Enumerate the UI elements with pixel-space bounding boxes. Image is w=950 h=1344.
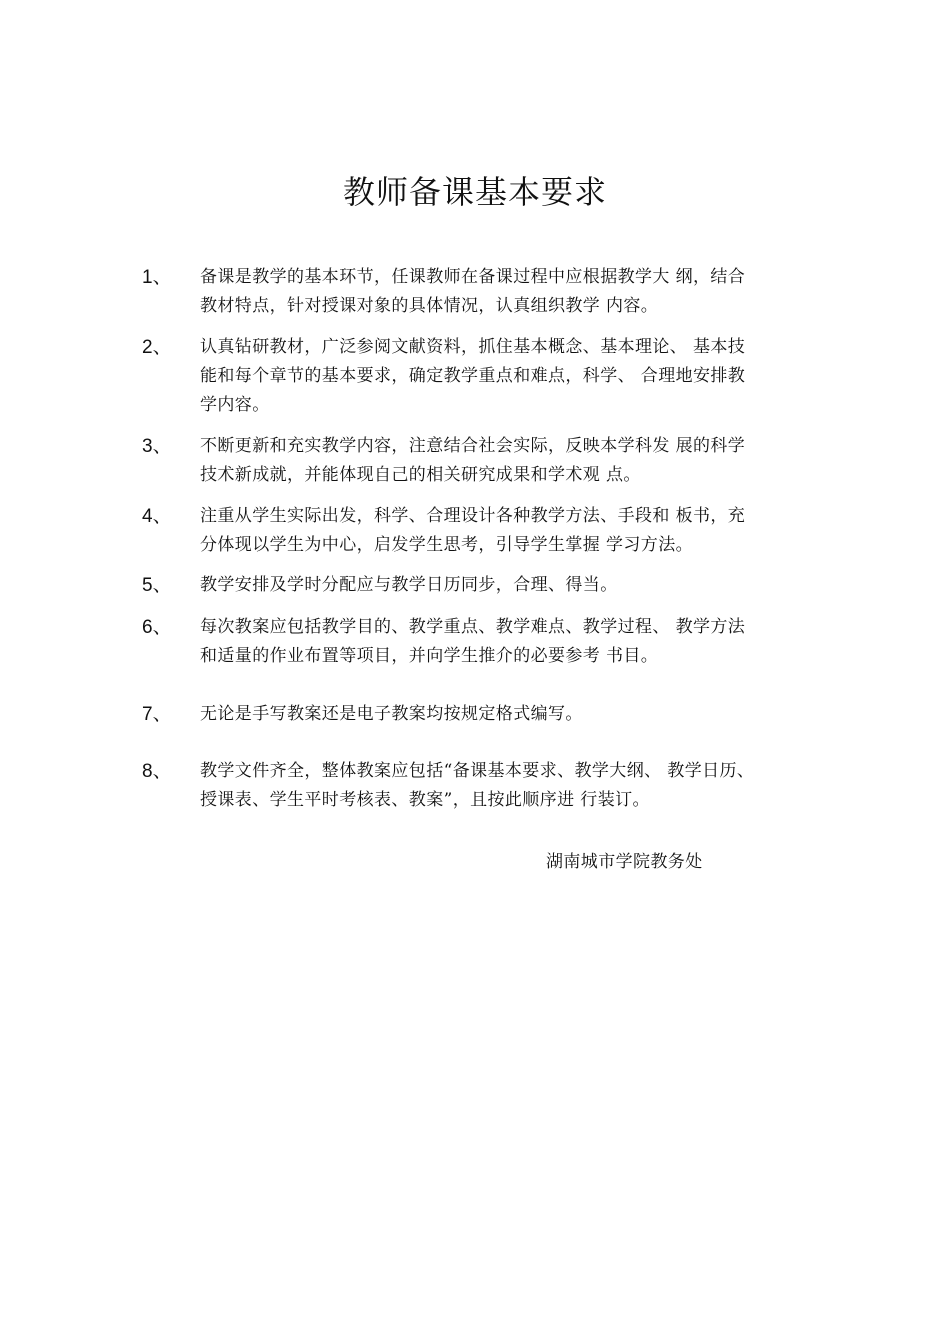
item-text [200, 757, 832, 815]
item-text [200, 333, 832, 420]
item-line: 学内容。 [200, 395, 270, 415]
item-number: 6、 [142, 617, 172, 638]
page-title: 教师备课基本要求 [342, 173, 607, 211]
item-number: 2、 [142, 337, 172, 358]
item-text [200, 263, 832, 321]
item-line: 和适量的作业布置等项目，并向学生推介的必要参考 书目。 [200, 646, 659, 666]
item-text [200, 432, 832, 490]
item-line: 注重从学生实际出发，科学、合理设计各种教学方法、手段和 板书，充 [200, 506, 746, 526]
item-line: 认真钻研教材，广泛参阅文献资料，抓住基本概念、基本理论、 基本技 [200, 337, 746, 357]
item-line: 每次教案应包括教学目的、教学重点、教学难点、教学过程、 教学方法 [200, 617, 746, 637]
item-line: 教材特点，针对授课对象的具体情况，认真组织教学 内容。 [200, 296, 659, 316]
item-line: 教学安排及学时分配应与教学日历同步，合理、得当。 [200, 575, 618, 595]
item-line: 能和每个章节的基本要求，确定教学重点和难点，科学、 合理地安排教 [200, 366, 746, 386]
item-line: 无论是手写教案还是电子教案均按规定格式编写。 [200, 704, 583, 724]
item-number: 1、 [142, 267, 172, 288]
item-number: 5、 [142, 575, 172, 596]
item-line: 授课表、学生平时考核表、教案”，且按此顺序进 行装订。 [200, 790, 650, 810]
item-line: 分体现以学生为中心，启发学生思考，引导学生掌握 学习方法。 [200, 535, 694, 555]
item-text [200, 613, 832, 671]
item-line: 技术新成就，并能体现自己的相关研究成果和学术观 点。 [200, 465, 641, 485]
item-line: 教学文件齐全，整体教案应包括“备课基本要求、教学大纲、 教学日历、 [200, 761, 755, 781]
item-line: 备课是教学的基本环节，任课教师在备课过程中应根据教学大 纲，结合 [200, 267, 746, 287]
item-number: 4、 [142, 506, 172, 527]
item-text [200, 700, 832, 729]
issuer-signature: 湖南城市学院教务处 [546, 852, 703, 872]
item-number: 7、 [142, 704, 172, 725]
item-number: 8、 [142, 761, 172, 782]
item-line: 不断更新和充实教学内容，注意结合社会实际，反映本学科发 展的科学 [200, 436, 746, 456]
item-text [200, 502, 832, 560]
item-text [200, 571, 832, 600]
item-number: 3、 [142, 436, 172, 457]
